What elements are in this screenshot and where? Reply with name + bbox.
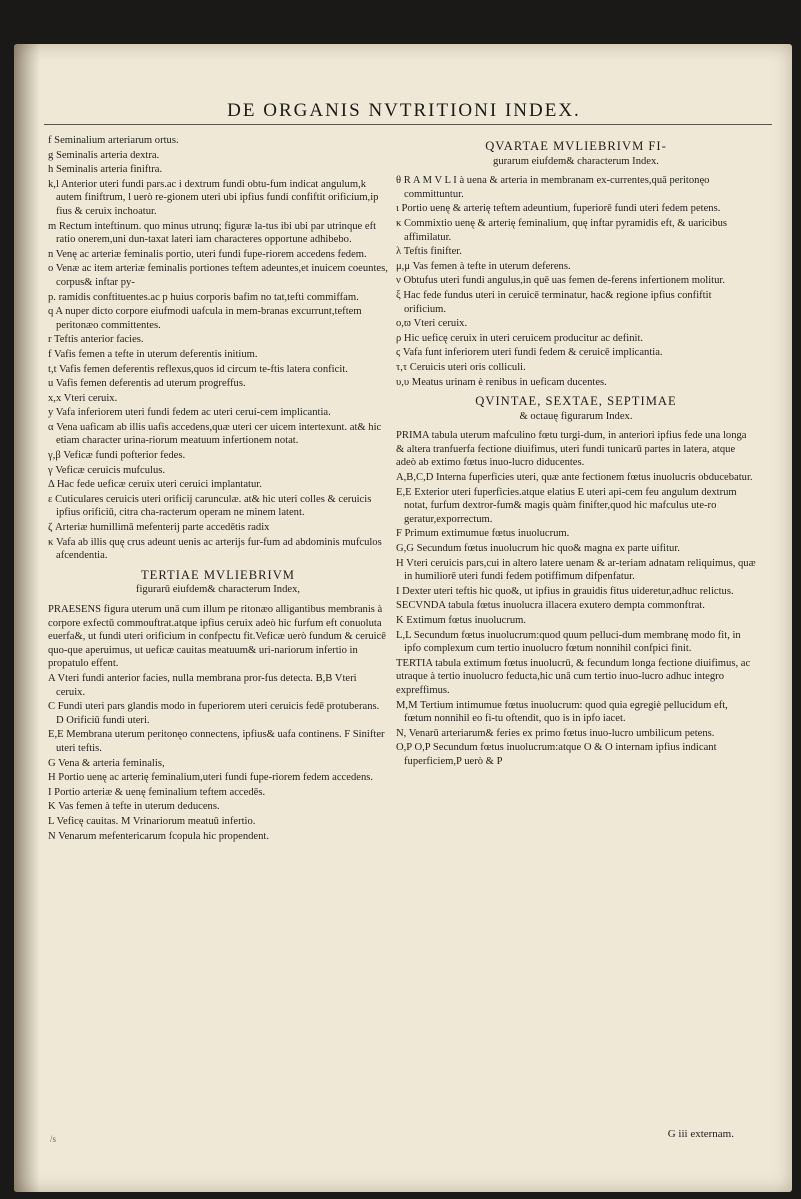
right-column	[396, 134, 756, 770]
index-entry: A Vteri fundi anterior facies, nulla membrana pror-fus detecta. B,B Vteri ceruix.	[48, 672, 357, 698]
index-entry: ι Portio uenę & arterię teftem adeuntium, fuperiorē fundi uteri fedem petens.	[396, 203, 721, 215]
section-intro: PRIMA tabula uterum mafculino fœtu turgi-dum, in anteriori ipfius fede una longa & altera tranfuerfa fectione diuifimus, uteri fundi tunicarū partes in latera, atque adeò ab extimo fœtus inuo-lucro diducentes.	[396, 430, 747, 469]
index-entry: L Veficę cauitas. M Vrinariorum meatuū infertio.	[48, 815, 256, 827]
index-entry: A,B,C,D Interna fuperficies uteri, quæ ante fectionem fœtus inuolucris obducebatur.	[396, 472, 753, 484]
index-entry: ς Vafa funt inferiorem uteri fundi fedem & ceruicē implicantia.	[396, 347, 663, 359]
section-intro: SECVNDA tabula fœtus inuolucra illacera exutero dempta commonftrat.	[396, 600, 705, 612]
book-page	[14, 44, 792, 1192]
index-entry: f Vafis femen a tefte in uterum deferentis initium.	[48, 348, 258, 360]
index-entry: p. ramidis conftituentes.ac p huius corporis bafim no tat,tefti commiffam.	[48, 291, 359, 303]
index-entry: Δ Hac fede ueficæ ceruix uteri ceruici implantatur.	[48, 479, 262, 491]
index-entry: ζ Arteriæ humillimā mefenterij parte accedētis radix	[48, 522, 270, 534]
index-entry: α Vena uaficam ab illis uafis accedens,quæ uteri cer uicem intertexunt. at& hic etiam character urina-riorum meatuum infertionem notat.	[48, 421, 382, 447]
index-entry: N, Venarū arteriarum& feries ex primo fœtus inuo-lucro umbilicum petens.	[396, 727, 715, 739]
index-entry: ο,ϖ Vteri ceruix.	[396, 318, 468, 330]
index-entry: υ,υ Meatus urinam è renibus in ueficam ducentes.	[396, 376, 607, 388]
index-entry: k,l Anterior uteri fundi pars.ac i dextrum fundi obtu-fum indicat angulum,k autem finiftrum, l uerò re-gionem uteri ubi ipfius fundi confiftit orificium,ip fius & ceruix inchoatur.	[48, 178, 379, 217]
index-entry: E,E Exterior uteri fuperficies.atque elatius E uteri api-cem feu angulum dextrum notat, furfum dextror-fum& magis quàm finifter,quod hic mafculus ute-ro geratur,exporrectum.	[396, 486, 737, 525]
index-entry: θ R A M V L I à uena & arteria in membranam ex-currentes,quā peritonęo committuntur.	[396, 175, 710, 200]
index-entry: ρ Hic ueficę ceruix in uteri ceruicem producitur ac definit.	[396, 332, 644, 344]
index-entry: g Seminalis arteria dextra.	[48, 149, 160, 161]
index-entry: M,M Tertium intimumue fœtus inuolucrum: quod quia egregiè pellucidum eft, fœtum nonnihil eo fi-tu oftendit, quo is in ipfo iacet.	[396, 699, 728, 725]
index-entry: κ Vafa ab illis quę crus adeunt uenis ac arterijs fur-fum ad abdominis mufculos afcendentia.	[48, 536, 382, 562]
index-entry: q A nuper dicto corpore eiufmodi uafcula in mem-branas excurrunt,teftem peritonæo committentes.	[48, 306, 362, 331]
page-mark: /s	[50, 1134, 57, 1144]
page-header: DE ORGANIS NVTRITIONI INDEX.	[227, 100, 581, 121]
index-entry: t,t Vafis femen deferentis reflexus,quos id circum te-ftis latera conficit.	[48, 363, 348, 375]
index-entry: μ,μ Vas femen à tefte in uterum deferens.	[396, 260, 571, 272]
index-entry: L,L Secundum fœtus inuolucrum:quod quum pelluci-dum membranę modo fit, in ipfo complexum cum tertio inuolucro fœtum nonnihil confpici finit.	[396, 629, 741, 655]
index-entry: H Vteri ceruicis pars,cui in altero latere uenam & ar-teriam adnatam reliquimus, quæ in humiliorē uteri fundi fedem potiffimum difpenfatur.	[396, 557, 756, 583]
section-subtitle: & octauę figurarum Index.	[519, 410, 633, 422]
index-entry: I Dexter uteri teftis hic quo&, ut ipfius in grauidis fitus uideretur,adhuc relictus.	[396, 585, 734, 597]
index-entry: E,E Membrana uterum peritonęo connectens, ipfius& uafa continens. F Sinifter uteri teftis.	[48, 729, 385, 754]
index-entry: n Venę ac arteriæ feminalis portio, uteri fundi fupe-riorem accedens fedem.	[48, 248, 367, 260]
index-entry: H Portio uenę ac arterię feminalium,uteri fundi fupe-riorem fedem accedens.	[48, 772, 374, 784]
index-entry: K Vas femen à tefte in uterum deducens.	[48, 801, 220, 813]
section-subtitle: figurarū eiufdem& characterum Index,	[135, 584, 301, 596]
index-entry: F Primum extimumue fœtus inuolucrum.	[396, 528, 570, 540]
index-entry: τ,τ Ceruicis uteri oris colliculi.	[396, 361, 526, 373]
index-entry: I Portio arteriæ & uenę feminalium teftem accedēs.	[48, 786, 266, 798]
index-entry: K Extimum fœtus inuolucrum.	[396, 615, 527, 626]
index-entry: γ,β Veficæ fundi pofterior fedes.	[48, 450, 186, 462]
section-subtitle: gurarum eiufdem& characterum Index.	[493, 155, 659, 167]
index-entry: O,P O,P Secundum fœtus inuolucrum:atque O & O internam ipfius indicant fuperficiem,P uerò & P	[396, 742, 717, 767]
index-entry: N Venarum mefentericarum fcopula hic propendent.	[48, 830, 270, 842]
index-entry: r Teftis anterior facies.	[48, 334, 144, 346]
index-entry: G Vena & arteria feminalis,	[48, 757, 165, 769]
index-entry: o Venæ ac item arteriæ feminalis portiones teftem adeuntes,et inuicem coeuntes, corpus& inftar py-	[48, 263, 388, 288]
index-entry: m Rectum inteftinum. quo minus utrunq; figuræ la-tus ibi ubi par utrinque eft ratio onerem,uni dun-taxat lateri iam characteres opportune adhibebo.	[48, 220, 377, 246]
index-entry: κ Commixtio uenę & arterię feminalium, quę inftar pyramidis eft, & uaricibus affimilatur.	[396, 217, 728, 243]
index-entry: f Seminalium arteriarum ortus.	[48, 135, 179, 146]
index-entry: C Fundi uteri pars glandis modo in fuperiorem uteri ceruicis fedē protuberans. D Orificiū fundi uteri.	[48, 701, 380, 726]
index-entry: u Vafis femen deferentis ad uterum progreffus.	[48, 378, 246, 390]
index-entry: y Vafa inferiorem uteri fundi fedem ac uteri ceruí-cem implicantia.	[48, 407, 331, 419]
section-title: TERTIAE MVLIEBRIVM	[140, 567, 295, 582]
section-title: QVINTAE, SEXTAE, SEPTIMAE	[475, 394, 677, 409]
index-entry: ν Obtufus uteri fundi angulus,in quē uas femen de-ferens infertionem molitur.	[396, 275, 725, 287]
signature-mark: G iii externam.	[667, 1128, 734, 1140]
index-entry: x,x Vteri ceruix.	[48, 392, 118, 404]
header-rule	[44, 124, 772, 125]
index-entry: h Seminalis arteria finiftra.	[48, 164, 163, 176]
section-title: QVARTAE MVLIEBRIVM FI-	[485, 139, 667, 153]
index-entry: λ Teftis finifter.	[396, 246, 462, 258]
section-intro: TERTIA tabula extimum fœtus inuolucrū, & fecundum longa fectione diuifimus, ac utraque à tertio inuolucro feducta,hic unā cum tertio inuo-lucro adhuc integro expreffimus.	[396, 657, 751, 696]
index-entry: ε Cuticulares ceruicis uteri orificij carunculæ. at& hic uteri colles & ceruicis ipfius orificiū, citra cha-racterum operam ne minem latent.	[48, 493, 372, 519]
index-entry: γ Veficæ ceruicis mufculus.	[48, 464, 166, 476]
index-entry: G,G Secundum fœtus inuolucrum hic quo& magna ex parte uifitur.	[396, 543, 680, 555]
section-intro: PRAESENS figura uterum unā cum illum pe ritonæo alligantibus membranis à corpore exfectū commouftrat.atque ipfius ceruix adeò hic furfum eft conuoluta euerfa&, ut fundi uteri orificium in confpectu fit.Veficæ uerò fundum & ceruicē quo-que aperuimus, ut ueficæ cauitas meatuum& uri-nariorum infertio in propatulo effent.	[48, 604, 386, 670]
index-entry: ξ Hac fede fundus uteri in ceruicē terminatur, hac& regione ipfius confiftit orificium.	[396, 289, 712, 315]
left-column	[48, 134, 388, 844]
